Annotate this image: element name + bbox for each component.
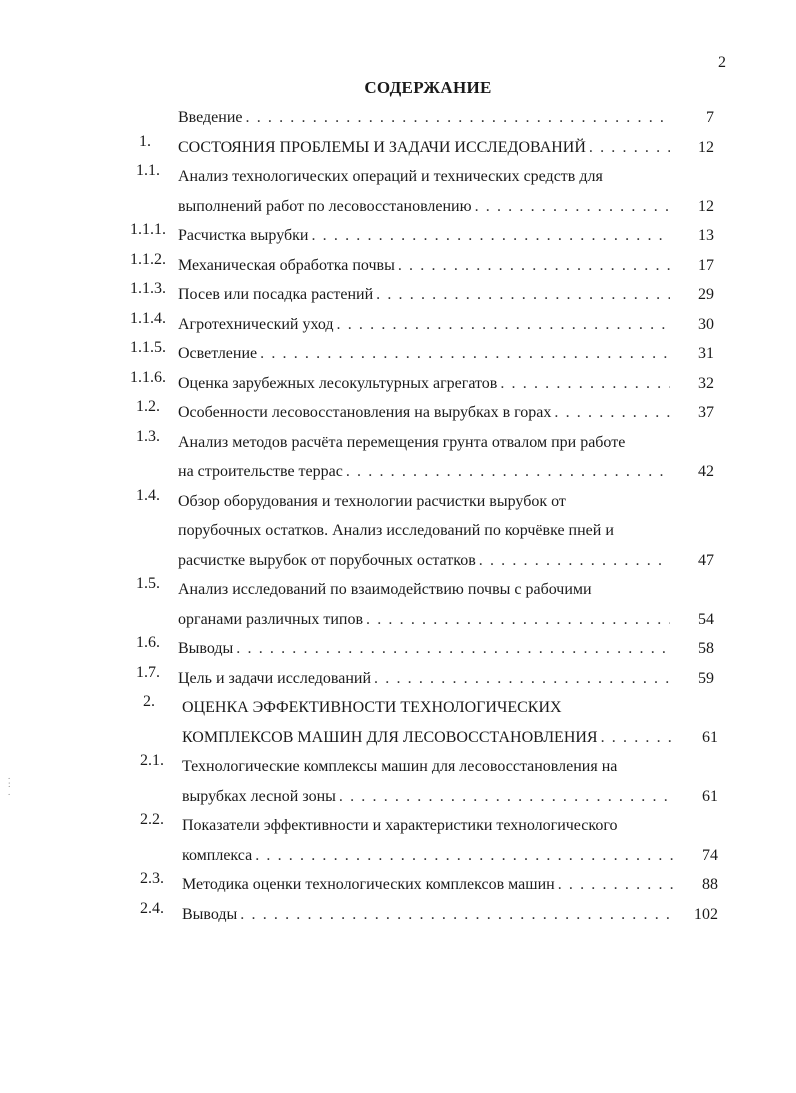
dot-leader	[589, 133, 670, 163]
toc-entry-line	[178, 664, 714, 694]
dot-leader	[398, 251, 670, 281]
toc-entry-line	[178, 221, 714, 251]
toc-entry-page: 12	[698, 197, 714, 215]
dot-leader	[311, 221, 670, 251]
page-number: 2	[718, 54, 726, 71]
toc-entry-title: Показатели эффективности и характеристики технологического	[182, 817, 618, 834]
dot-leader	[260, 339, 670, 369]
toc-entry	[0, 693, 796, 752]
toc-entry-page: 58	[698, 640, 714, 657]
toc-entry-number: 2.4.	[140, 899, 164, 917]
dot-leader	[554, 398, 670, 428]
toc-entry-line	[178, 339, 714, 369]
toc-entry-page: 7	[706, 109, 714, 126]
toc-entry-number: 1.5.	[136, 575, 160, 592]
toc-entry-line	[182, 752, 718, 782]
toc-entry	[0, 339, 796, 369]
toc-entry-page: 88	[702, 876, 718, 893]
dot-leader	[558, 870, 674, 900]
toc-entry-line	[182, 900, 718, 930]
toc-entry-page: 54	[698, 610, 714, 628]
toc-entry-title: Выводы	[178, 640, 234, 657]
dot-leader	[500, 369, 670, 399]
toc-entry-title: Агротехнический уход	[178, 315, 334, 333]
toc-entry	[0, 369, 796, 399]
toc-entry-number: 1.4.	[136, 486, 160, 504]
dot-leader	[366, 605, 670, 635]
toc-entry-title: порубочных остатков. Анализ исследований по корчёвке пней и	[178, 522, 614, 539]
toc-entry-number: 2.2.	[140, 811, 164, 828]
toc-entry-line	[178, 280, 714, 310]
toc-entry-page: 30	[698, 315, 714, 333]
toc-entry-page: 74	[702, 846, 718, 864]
toc-entry-page: 61	[702, 787, 718, 805]
toc-entry-title: Посев или посадка растений	[178, 286, 374, 303]
dot-leader	[240, 900, 674, 930]
toc-entry-line	[182, 841, 718, 871]
toc-entry-page: 31	[698, 345, 714, 362]
toc-entry-page: 47	[698, 551, 714, 569]
toc-entry-number: 1.1.5.	[130, 339, 166, 356]
toc-entry	[0, 133, 796, 163]
toc-entry	[0, 811, 796, 870]
toc-entry-number: 1.2.	[136, 398, 160, 415]
dot-leader	[246, 103, 671, 133]
toc-entry-title: СОСТОЯНИЯ ПРОБЛЕМЫ И ЗАДАЧИ ИССЛЕДОВАНИЙ	[178, 138, 586, 156]
toc-entry	[0, 752, 796, 811]
margin-scan-marks: . : .	[8, 771, 11, 797]
toc-entry-line	[182, 870, 718, 900]
toc-entry-page: 13	[698, 227, 714, 244]
toc-entry-title: Выводы	[182, 905, 238, 923]
toc-entry-line	[178, 162, 714, 192]
toc-entry-number: 1.1.6.	[130, 368, 166, 386]
toc-entry-title: вырубках лесной зоны	[182, 787, 336, 805]
toc-entry	[0, 634, 796, 664]
toc-entry-page: 102	[694, 905, 718, 923]
toc-entry-line	[178, 457, 714, 487]
toc-entry-line	[178, 133, 714, 163]
toc-entry-page: 42	[698, 463, 714, 480]
toc-entry-line	[182, 723, 718, 753]
toc-entry-line	[182, 811, 718, 841]
toc-entry-page: 32	[698, 374, 714, 392]
toc-entry-line	[178, 310, 714, 340]
toc-entry	[0, 870, 796, 900]
toc-entry-line	[178, 634, 714, 664]
toc-entry	[0, 310, 796, 340]
toc-entry	[0, 428, 796, 487]
toc-entry-number: 1.1.1.	[130, 221, 166, 238]
toc-entry-line	[178, 428, 714, 458]
toc-entry-title: Анализ исследований по взаимодействию почвы с рабочими	[178, 581, 592, 598]
toc-entry	[0, 398, 796, 428]
toc-entry-title: Осветление	[178, 345, 258, 362]
toc-entry-page: 37	[698, 404, 714, 421]
toc-entry-line	[178, 546, 714, 576]
toc-entry-line	[178, 516, 714, 546]
toc-entry-title: Введение	[178, 109, 243, 126]
toc-entry-line	[178, 192, 714, 222]
toc-entry-number: 1.	[139, 132, 151, 150]
toc-entry-line	[178, 487, 714, 517]
dot-leader	[339, 782, 674, 812]
toc-entry	[0, 221, 796, 251]
dot-leader	[374, 664, 670, 694]
toc-entry	[0, 280, 796, 310]
toc-entry-title: Анализ методов расчёта перемещения грунта отвалом при работе	[178, 433, 626, 451]
toc-entry-line	[178, 398, 714, 428]
toc-entry-number: 2.3.	[140, 870, 164, 887]
toc-entry-title: Анализ технологических операций и технических средств для	[178, 168, 603, 185]
toc-entry	[0, 162, 796, 221]
toc-entry	[0, 900, 796, 930]
toc-entry-number: 1.1.2.	[130, 250, 166, 268]
toc-entry-line	[178, 575, 714, 605]
toc-entry-title: Цель и задачи исследований	[178, 669, 372, 687]
dot-leader	[337, 310, 670, 340]
toc-entry-line	[182, 693, 718, 723]
toc-entry-title: выполнений работ по лесовосстановлению	[178, 197, 472, 215]
dot-leader	[236, 634, 670, 664]
toc-entry-title: комплекса	[182, 846, 253, 864]
dot-leader	[376, 280, 670, 310]
toc-entry-number: 1.1.4.	[130, 309, 166, 327]
toc-entry-title: расчистке вырубок от порубочных остатков	[178, 551, 476, 569]
table-of-contents	[0, 103, 796, 929]
toc-entry-number: 1.6.	[136, 634, 160, 651]
toc-entry-line	[182, 782, 718, 812]
toc-entry-title: Обзор оборудования и технологии расчистки вырубок от	[178, 492, 566, 510]
toc-entry-title: Оценка зарубежных лесокультурных агрегатов	[178, 374, 498, 392]
toc-entry-page: 59	[698, 669, 714, 687]
toc-entry-page: 61	[702, 728, 718, 746]
toc-entry-number: 2.1.	[140, 752, 164, 769]
dot-leader	[475, 192, 670, 222]
dot-leader	[601, 723, 674, 753]
page-title: СОДЕРЖАНИЕ	[364, 78, 492, 97]
dot-leader	[346, 457, 670, 487]
toc-entry-line	[178, 369, 714, 399]
toc-entry	[0, 103, 796, 133]
toc-entry	[0, 487, 796, 576]
toc-entry	[0, 575, 796, 634]
toc-entry-number: 1.7.	[136, 663, 160, 681]
toc-entry-line	[178, 251, 714, 281]
toc-entry-number: 1.1.3.	[130, 280, 166, 297]
toc-entry-title: Особенности лесовосстановления на вырубках в горах	[178, 404, 552, 421]
dot-leader	[479, 546, 670, 576]
toc-entry-title: органами различных типов	[178, 610, 364, 628]
toc-entry-number: 2.	[143, 693, 155, 710]
dot-leader	[255, 841, 674, 871]
toc-entry-title: на строительстве террас	[178, 463, 343, 480]
toc-entry	[0, 664, 796, 694]
toc-entry-title: Методика оценки технологических комплексов машин	[182, 876, 555, 893]
toc-entry-line	[178, 103, 714, 133]
toc-entry-title: Расчистка вырубки	[178, 227, 309, 244]
toc-entry-title: КОМПЛЕКСОВ МАШИН ДЛЯ ЛЕСОВОССТАНОВЛЕНИЯ	[182, 728, 598, 746]
toc-entry-line	[178, 605, 714, 635]
toc-entry-title: ОЦЕНКА ЭФФЕКТИВНОСТИ ТЕХНОЛОГИЧЕСКИХ	[182, 699, 562, 716]
toc-entry-title: Механическая обработка почвы	[178, 256, 395, 274]
toc-entry	[0, 251, 796, 281]
toc-entry-page: 12	[698, 138, 714, 156]
toc-entry-title: Технологические комплексы машин для лесовосстановления на	[182, 758, 618, 775]
toc-entry-number: 1.1.	[136, 162, 160, 179]
toc-entry-page: 17	[698, 256, 714, 274]
toc-entry-number: 1.3.	[136, 427, 160, 445]
toc-entry-page: 29	[698, 286, 714, 303]
